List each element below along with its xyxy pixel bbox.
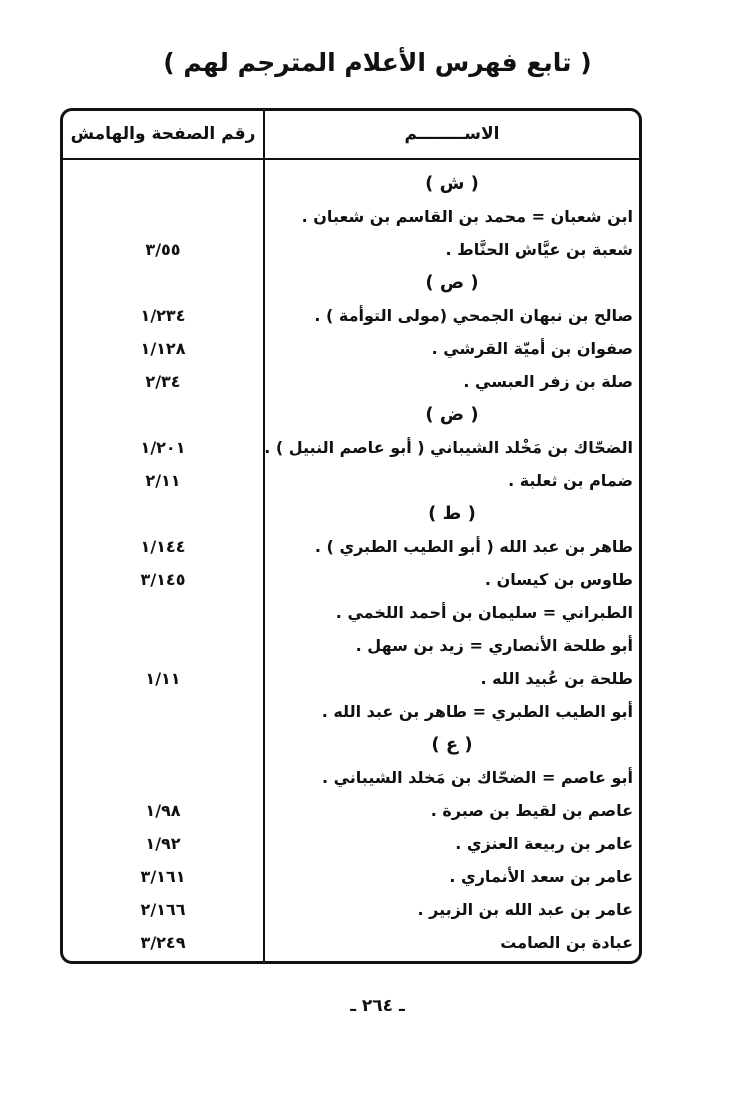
letter-heading: ( ش ) — [425, 173, 479, 194]
letter-heading: ( ض ) — [425, 404, 479, 425]
entry-name: ضمام بن ثعلبة . — [508, 471, 633, 490]
entry-page: ١/٢٣٤ — [140, 306, 186, 325]
table-row — [63, 464, 639, 497]
table-row — [63, 299, 639, 332]
table-row — [63, 794, 639, 827]
entry-name: ابن شعبان = محمد بن القاسم بن شعبان . — [301, 207, 633, 226]
entry-name: صلة بن زفر العبسي . — [463, 372, 633, 391]
table-row — [63, 563, 639, 596]
table-row — [63, 200, 639, 233]
entry-name: طاهر بن عبد الله ( أبو الطيب الطبري ) . — [314, 537, 633, 556]
entry-page: ١/١١ — [145, 669, 181, 688]
entry-name: عامر بن ربيعة العنزي . — [455, 834, 633, 853]
page-number: ـ ٢٦٤ ـ — [350, 996, 405, 1016]
entry-page: ١/٩٨ — [145, 801, 181, 820]
entry-name: الطبراني = سليمان بن أحمد اللخمي . — [335, 603, 633, 622]
table-row — [63, 860, 639, 893]
entry-name: صفوان بن أميّة القرشي . — [431, 339, 633, 358]
entry-name: أبو الطيب الطبري = طاهر بن عبد الله . — [321, 702, 633, 721]
table-row — [63, 530, 639, 563]
entry-name: طلحة بن عُبيد الله . — [480, 669, 633, 688]
letter-heading-row — [63, 398, 639, 431]
entry-page: ٣/٢٤٩ — [140, 933, 186, 952]
entry-name: صالح بن نبهان الجمحي (مولى التوأمة ) . — [314, 306, 633, 325]
table-row — [63, 761, 639, 794]
table-row — [63, 629, 639, 662]
letter-heading-row — [63, 728, 639, 761]
table-body — [63, 167, 639, 959]
table-row — [63, 365, 639, 398]
entry-page: ٣/١٦١ — [140, 867, 186, 886]
table-header — [63, 111, 639, 160]
entry-page: ٢/٣٤ — [145, 372, 181, 391]
letter-heading: ( ع ) — [431, 734, 473, 755]
entry-name: شعبة بن عيَّاش الحنَّاط . — [445, 240, 633, 259]
page-title: ( تابع فهرس الأعلام المترجم لهم ) — [163, 48, 592, 77]
table-row — [63, 893, 639, 926]
table-row — [63, 596, 639, 629]
letter-heading: ( ص ) — [425, 272, 479, 293]
table-row — [63, 695, 639, 728]
entry-page: ١/٩٢ — [145, 834, 181, 853]
header-name: الاســــــــم — [404, 124, 500, 144]
entry-page: ٢/١١ — [145, 471, 181, 490]
index-table — [60, 108, 642, 964]
entry-name: أبو عاصم = الضحّاك بن مَخلد الشيباني . — [321, 768, 633, 787]
entry-name: الضحّاك بن مَخْلد الشيباني ( أبو عاصم النبيل ) . — [264, 438, 633, 457]
entry-name: أبو طلحة الأنصاري = زيد بن سهل . — [355, 636, 633, 655]
entry-page: ٢/١٦٦ — [140, 900, 186, 919]
entry-name: عبادة بن الصامت — [500, 933, 633, 952]
table-row — [63, 926, 639, 959]
entry-name: عامر بن عبد الله بن الزبير . — [417, 900, 633, 919]
table-row — [63, 662, 639, 695]
letter-heading-row — [63, 266, 639, 299]
entry-name: عاصم بن لقيط بن صبرة . — [430, 801, 633, 820]
table-row — [63, 332, 639, 365]
entry-page: ١/١٢٨ — [140, 339, 186, 358]
letter-heading-row — [63, 167, 639, 200]
entry-page: ٣/٥٥ — [145, 240, 181, 259]
table-row — [63, 827, 639, 860]
letter-heading: ( ط ) — [428, 503, 476, 524]
entry-page: ٣/١٤٥ — [140, 570, 186, 589]
entry-name: طاوس بن كيسان . — [484, 570, 633, 589]
entry-page: ١/٢٠١ — [140, 438, 186, 457]
header-page: رقم الصفحة والهامش — [70, 124, 256, 144]
entry-page: ١/١٤٤ — [140, 537, 186, 556]
letter-heading-row — [63, 497, 639, 530]
entry-name: عامر بن سعد الأنماري . — [449, 867, 633, 886]
table-row — [63, 431, 639, 464]
table-row — [63, 233, 639, 266]
